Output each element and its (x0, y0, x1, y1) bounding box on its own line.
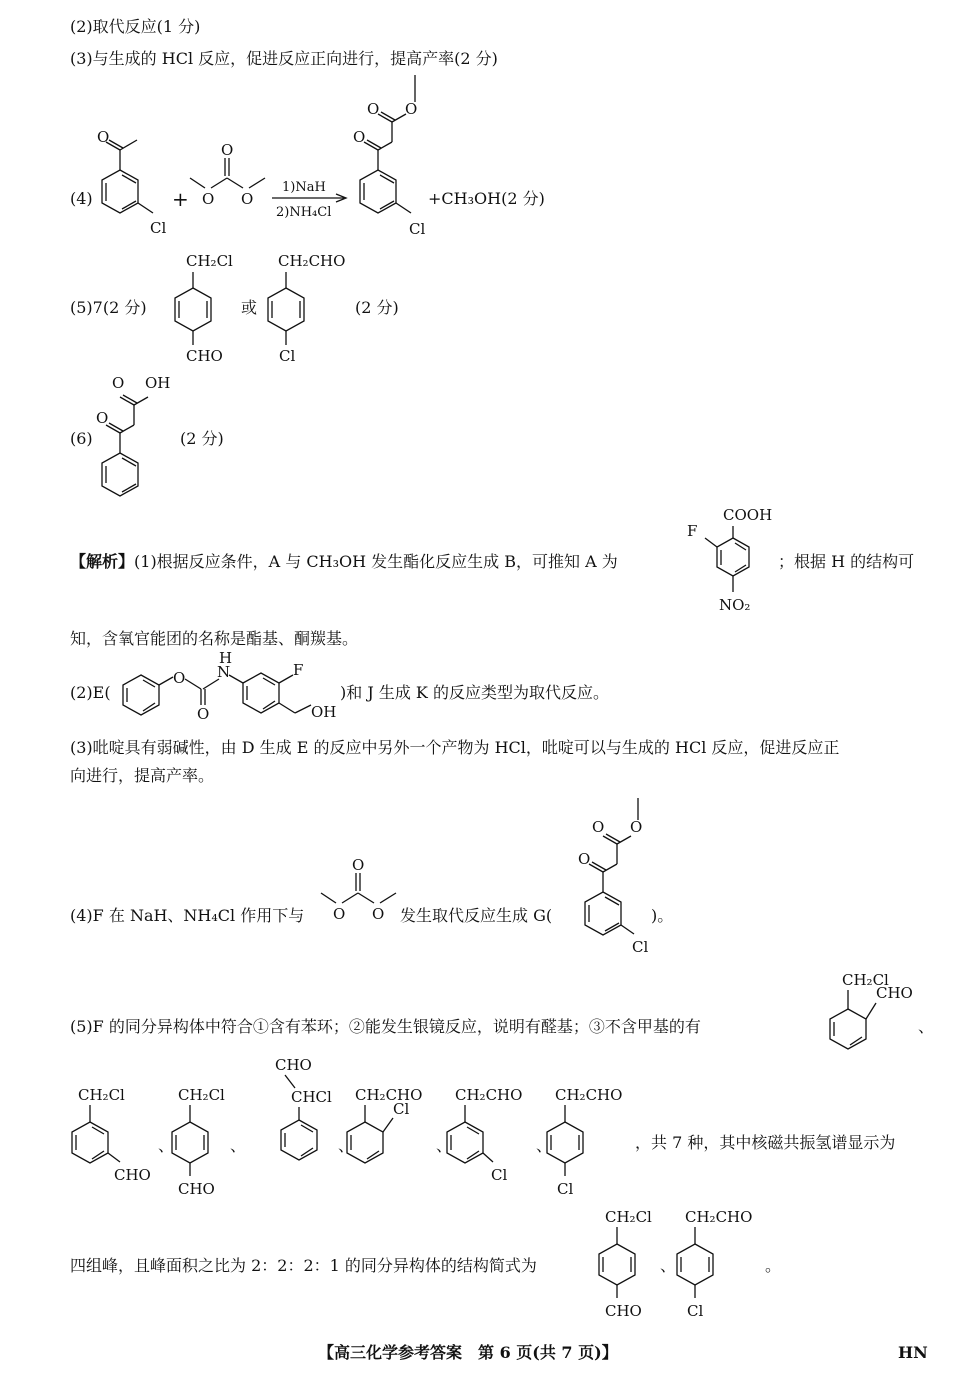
svg-text:O: O (592, 818, 605, 836)
svg-text:COOH: COOH (723, 506, 773, 524)
svg-text:CH₂Cl: CH₂Cl (178, 1086, 225, 1104)
analysis-p1-a: (1)根据反应条件，A 与 CH₃OH 发生酯化反应生成 B，可推知 A 为 (134, 552, 618, 571)
svg-text:O: O (96, 409, 109, 427)
answer-5-or: 或 (241, 298, 258, 317)
svg-text:Cl: Cl (150, 219, 167, 237)
isomer-ortho-cl (345, 1080, 445, 1190)
svg-text:O: O (241, 190, 254, 208)
footer-page-info: 【高三化学参考答案 第 6 页(共 7 页)】 (318, 1343, 618, 1362)
svg-text:CHO: CHO (178, 1180, 215, 1198)
svg-text:CHO: CHO (275, 1056, 312, 1074)
svg-text:H: H (219, 649, 233, 667)
isomer-p-chloromethylbenzaldehyde (160, 248, 250, 373)
product-g (345, 70, 445, 245)
analysis-p1-line1 (70, 551, 618, 573)
svg-text:CH₂CHO: CH₂CHO (278, 252, 346, 270)
analysis-p3-a: (3)吡啶具有弱碱性，由 D 生成 E 的反应中另外一个产物为 HCl，吡啶可以与生成的 HCl 反应，促进反应正 (70, 738, 840, 757)
svg-text:CH₂Cl: CH₂Cl (186, 252, 233, 270)
svg-text:Cl: Cl (393, 1100, 410, 1118)
answer-6-label: (6) (70, 429, 93, 448)
svg-text:CHO: CHO (186, 347, 223, 365)
answer-5-label: (5)7(2 分) (70, 298, 147, 317)
svg-text:O: O (97, 128, 110, 146)
analysis-p3-b: 向进行，提高产率。 (70, 766, 215, 785)
analysis-p5-c: ，共 7 种，其中核磁共振氢谱显示为 (635, 1133, 896, 1152)
analysis-p5-sep2: 、 (230, 1136, 247, 1155)
svg-text:CH₂CHO: CH₂CHO (355, 1086, 423, 1104)
svg-text:CHO: CHO (605, 1302, 642, 1320)
analysis-p5-a: (5)F 的同分异构体中符合①含有苯环；②能发生银镜反应，说明有醛基；③不含甲基的有 (70, 1017, 701, 1036)
reaction-arrow (270, 176, 350, 221)
svg-text:F: F (687, 522, 698, 540)
reactant-dimethyl-carbonate (185, 138, 275, 213)
svg-text:O: O (630, 818, 643, 836)
svg-text:Cl: Cl (687, 1302, 704, 1320)
svg-text:O: O (353, 128, 366, 146)
svg-text:2)NH₄Cl: 2)NH₄Cl (276, 205, 332, 220)
analysis-p1-c: 知，含氧官能团的名称是酯基、酮羰基。 (70, 629, 359, 648)
svg-text:O: O (173, 669, 186, 687)
analysis-p4-b: 发生取代反应生成 G( (400, 906, 553, 925)
svg-text:O: O (372, 905, 385, 923)
svg-text:OH: OH (311, 703, 337, 721)
svg-text:Cl: Cl (632, 938, 649, 956)
analysis-p5-d: 四组峰，且峰面积之比为 2：2：2：1 的同分异构体的结构简式为 (70, 1256, 537, 1275)
svg-text:CH₂Cl: CH₂Cl (78, 1086, 125, 1104)
svg-text:Cl: Cl (557, 1180, 574, 1198)
svg-text:CH₂CHO: CH₂CHO (685, 1208, 753, 1226)
svg-text:CH₂Cl: CH₂Cl (605, 1208, 652, 1226)
svg-text:CHO: CHO (876, 984, 913, 1002)
analysis-p5-sep3: 、 (338, 1136, 355, 1155)
analysis-p5-sep5: 、 (536, 1136, 553, 1155)
compound-a-structure (683, 500, 783, 618)
answer-4-byproduct: +CH₃OH(2 分) (428, 189, 545, 208)
analysis-p5-sep1: 、 (158, 1136, 175, 1155)
answer-2: (2)取代反应(1 分) (70, 17, 201, 36)
footer-region-code: HN (898, 1343, 928, 1362)
svg-text:Cl: Cl (491, 1166, 508, 1184)
analysis-p5-sep0: 、 (918, 1017, 935, 1036)
svg-text:O: O (112, 374, 125, 392)
reactant-3-chloroacetophenone (95, 125, 185, 245)
svg-text:O: O (352, 856, 365, 874)
answer-5-score: (2 分) (355, 298, 399, 317)
analysis-p5-sep4: 、 (436, 1136, 453, 1155)
svg-text:NO₂: NO₂ (719, 596, 751, 614)
isomer-p-chlorophenylacetaldehyde (268, 248, 368, 373)
compound-e-structure (115, 649, 355, 725)
answer-6-score: (2 分) (180, 429, 224, 448)
analysis-p2-a: (2)E( (70, 683, 111, 702)
svg-text:O: O (367, 100, 380, 118)
analysis-p5-f: 。 (765, 1256, 782, 1275)
svg-text:CH₂Cl: CH₂Cl (842, 971, 889, 989)
svg-text:Cl: Cl (279, 347, 296, 365)
isomer-ortho (826, 965, 926, 1055)
isomer-meta-cho (68, 1080, 168, 1190)
analysis-p4-c: )。 (651, 906, 674, 925)
analysis-p5-e: 、 (660, 1256, 677, 1275)
analysis-p2-b: )和 J 生成 K 的反应类型为取代反应。 (340, 683, 609, 702)
isomer-meta-cl (445, 1080, 545, 1190)
svg-text:CH₂CHO: CH₂CHO (455, 1086, 523, 1104)
svg-text:O: O (405, 100, 418, 118)
analysis-p4-a: (4)F 在 NaH、NH₄Cl 作用下与 (70, 906, 305, 925)
answer-3: (3)与生成的 HCl 反应，促进反应正向进行，提高产率(2 分) (70, 49, 498, 68)
svg-text:O: O (221, 141, 234, 159)
svg-text:Cl: Cl (409, 220, 426, 238)
svg-text:O: O (197, 705, 210, 723)
svg-text:1)NaH: 1)NaH (282, 180, 326, 195)
svg-text:F: F (293, 661, 304, 679)
final-isomer-2 (675, 1202, 775, 1327)
answer-4-label: (4) (70, 189, 93, 208)
analysis-p1-b: ；根据 H 的结构可 (778, 552, 915, 571)
svg-text:CH₂CHO: CH₂CHO (555, 1086, 623, 1104)
compound-g-structure (570, 792, 660, 962)
svg-text:O: O (202, 190, 215, 208)
plus-sign: + (172, 187, 189, 211)
isomer-para-cl (545, 1080, 645, 1205)
svg-text:OH: OH (145, 374, 171, 392)
svg-text:N: N (217, 663, 231, 681)
svg-text:O: O (333, 905, 346, 923)
svg-text:CHCl: CHCl (291, 1088, 332, 1106)
svg-text:CHO: CHO (114, 1166, 151, 1184)
dimethyl-carbonate-inline (316, 853, 406, 928)
svg-text:O: O (578, 850, 591, 868)
analysis-tag: 【解析】 (70, 552, 135, 571)
